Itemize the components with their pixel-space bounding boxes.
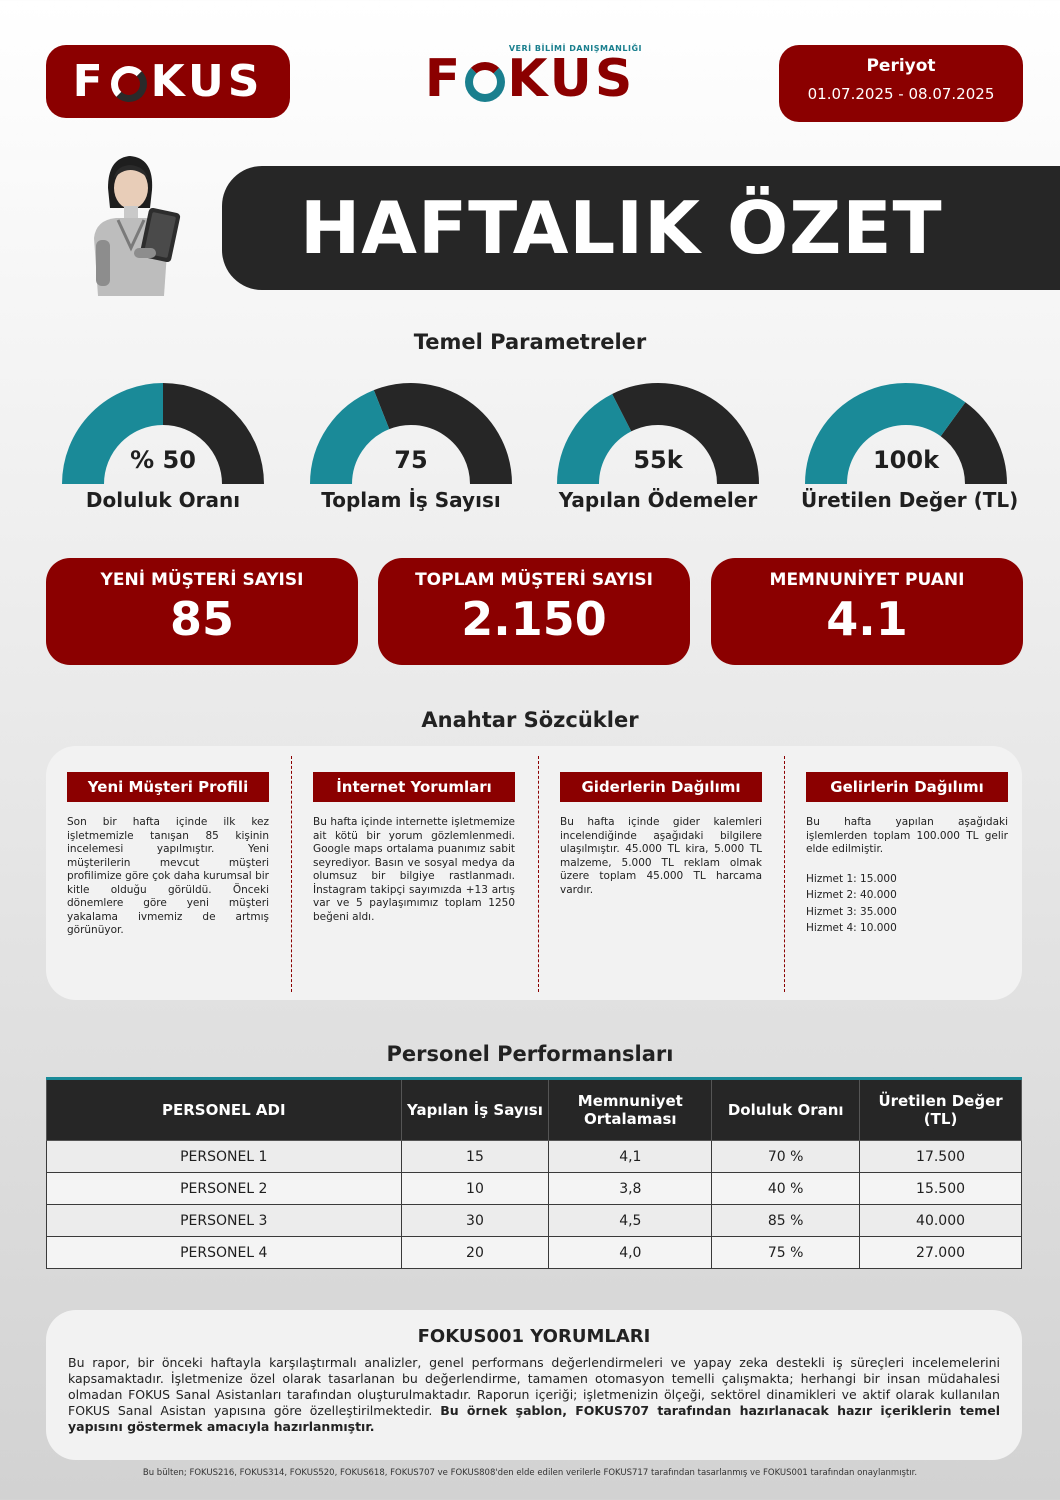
kpi-value: 4.1 (826, 592, 908, 646)
gauge-3 (553, 380, 763, 512)
keyword-title: İnternet Yorumları (313, 772, 515, 802)
kpi-card-satisfaction (711, 558, 1023, 665)
cell: PERSONEL 3 (47, 1205, 402, 1237)
income-list (806, 871, 1008, 937)
cell: 27.000 (860, 1237, 1022, 1269)
cell: 30 (401, 1205, 549, 1237)
comments-panel (46, 1310, 1022, 1460)
staff-title: Personel Performansları (386, 1042, 674, 1066)
gauge-value: 100k (872, 446, 940, 474)
header-occupancy: Doluluk Oranı (712, 1079, 860, 1141)
keyword-card-income (806, 772, 1008, 937)
logo-ring-icon (465, 62, 505, 102)
cell: 40.000 (860, 1205, 1022, 1237)
gauge-label: Yapılan Ödemeler (558, 488, 758, 512)
kpi-value: 2.150 (461, 592, 607, 646)
table-row (47, 1173, 1022, 1205)
cell: PERSONEL 2 (47, 1173, 402, 1205)
keyword-title: Yeni Müşteri Profili (67, 772, 269, 802)
income-item: Hizmet 2: 40.000 (806, 889, 897, 901)
comments-text (68, 1355, 1000, 1435)
logo-ring-icon (111, 66, 147, 102)
header-staff-name: PERSONEL ADI (47, 1079, 402, 1141)
table-header-row (47, 1079, 1022, 1141)
cell: 10 (401, 1173, 549, 1205)
cell: 15.500 (860, 1173, 1022, 1205)
header-jobs: Yapılan İş Sayısı (401, 1079, 549, 1141)
cell: 4,5 (549, 1205, 712, 1237)
income-item: Hizmet 3: 35.000 (806, 905, 897, 918)
cell: 4,1 (549, 1141, 712, 1173)
kpi-value: 85 (169, 592, 234, 646)
robot-assistant-avatar (78, 148, 182, 296)
cell: PERSONEL 4 (47, 1237, 402, 1269)
cell: PERSONEL 1 (47, 1141, 402, 1173)
cell: 85 % (712, 1205, 860, 1237)
brand-tagline: VERİ BİLİMİ DANIŞMANLIĞI (508, 44, 642, 53)
page-banner (222, 166, 1060, 290)
cell: 40 % (712, 1173, 860, 1205)
period-box (779, 45, 1023, 122)
cell: 70 % (712, 1141, 860, 1173)
header-value: Üretilen Değer (TL) (860, 1079, 1022, 1141)
period-value: 01.07.2025 - 08.07.2025 (807, 85, 995, 103)
kpi-title: YENİ MÜŞTERİ SAYISI (100, 570, 304, 590)
divider (291, 756, 292, 992)
parameters-title: Temel Parametreler (413, 330, 647, 354)
gauge-1 (58, 380, 268, 512)
keyword-card-internet-reviews (313, 772, 515, 924)
gauge-2 (306, 380, 516, 512)
income-item: Hizmet 4: 10.000 (806, 922, 897, 934)
keywords-title: Anahtar Sözcükler (421, 708, 639, 732)
keyword-title: Giderlerin Dağılımı (560, 772, 762, 802)
brand-logo-center-text: F KUS (424, 49, 636, 109)
table-row (47, 1237, 1022, 1269)
kpi-title: MEMNUNİYET PUANI (769, 570, 965, 590)
comments-title: FOKUS001 YORUMLARI (417, 1326, 651, 1347)
footer-note: Bu bülten; FOKUS216, FOKUS314, FOKUS520, FOKUS618, FOKUS707 ve FOKUS808'den elde edilen verilerle FOKUS717 tarafından tasarlanmış ve FOKUS001 tarafından onaylanmıştır. (142, 1468, 918, 1478)
cell: 3,8 (549, 1173, 712, 1205)
comments-note: Bu örnek şablon, FOKUS707 tarafından hazırlanacak hazır içeriklerin temel yapısını göstermek amacıyla hazırlanmıştır. (68, 1403, 1000, 1434)
gauge-value: 75 (394, 446, 428, 474)
table-row (47, 1205, 1022, 1237)
keyword-text: Bu hafta yapılan aşağıdaki işlemlerden toplam 100.000 TL gelir elde edilmiştir. (806, 816, 1008, 855)
page-title: HAFTALIK ÖZET (300, 186, 943, 270)
staff-table (46, 1077, 1022, 1269)
brand-logo-left-text: F KUS (72, 56, 264, 107)
divider (784, 756, 785, 992)
cell: 4,0 (549, 1237, 712, 1269)
gauge-4 (801, 380, 1019, 512)
brand-logo-left (46, 45, 290, 118)
keyword-text: Son bir hafta içinde ilk kez işletmemizle tanışan 85 kişinin incelemesi yapılmıştır. Yeni müşterilerin mevcut müşteri profilimize göre çok daha kurumsal bir kitle olduğu görüldü. Önceki dönemlere göre yeni müşteri yakalama ivmemiz de artmış görünüyor. (67, 816, 269, 936)
income-item: Hizmet 1: 15.000 (806, 872, 897, 885)
comments-body: Bu rapor, bir önceki haftayla karşılaştırmalı analizler, genel performans değerlendirmeleri ve yapay zeka destekli iş süreçleri incelemelerini kapsamaktadır. İşletmenize özel olarak tasarlanan bu değerlendirme, tamamen otomasyon temelli çalışmakta; herhangi bir insan müdahalesi olmadan FOKUS Sanal Asistanları tarafından oluşturulmaktadır. Raporun içeriği; işletmenizin ölçeği, sektörel dinamikleri ve aktif olarak kullanılan FOKUS Sanal Asistan yapısına göre özelleştirilmektedir. (68, 1355, 1000, 1418)
gauge-value: % 50 (130, 446, 196, 474)
keyword-card-new-customer-profile (67, 772, 269, 938)
kpi-title: TOPLAM MÜŞTERİ SAYISI (415, 570, 653, 590)
keyword-text: Bu hafta içinde internette işletmemize ait kötü bir yorum gözlemlenmedi. Google maps ortalama puanımız sabit seyrediyor. Basın ve sosyal medya da olumsuz bir bilgiye rastlanmadı. İnstagram takipçi sayımızda +13 artış var ve 5 paylaşımımız toplam 1250 beğeni aldı. (313, 816, 515, 923)
kpi-card-total-customers (378, 558, 690, 665)
cell: 17.500 (860, 1141, 1022, 1173)
gauge-label: Toplam İş Sayısı (321, 488, 501, 512)
keyword-text: Bu hafta içinde gider kalemleri incelendiğinde aşağıdaki bilgilere ulaşılmıştır. 45.000 TL kira, 5.000 TL malzeme, 5.000 TL reklam olmak üzere toplam 45.000 TL harcama vardır. (560, 816, 762, 896)
gauge-label: Üretilen Değer (TL) (801, 488, 1019, 512)
cell: 75 % (712, 1237, 860, 1269)
gauge-value: 55k (633, 446, 683, 474)
period-title: Periyot (866, 56, 936, 76)
divider (538, 756, 539, 992)
header-satisfaction: Memnuniyet Ortalaması (549, 1079, 712, 1141)
kpi-card-new-customers (46, 558, 358, 665)
gauge-label: Doluluk Oranı (85, 488, 241, 512)
keyword-title: Gelirlerin Dağılımı (806, 772, 1008, 802)
cell: 15 (401, 1141, 549, 1173)
brand-logo-center (418, 44, 642, 109)
table-row (47, 1141, 1022, 1173)
keyword-card-expenses (560, 772, 762, 897)
cell: 20 (401, 1237, 549, 1269)
